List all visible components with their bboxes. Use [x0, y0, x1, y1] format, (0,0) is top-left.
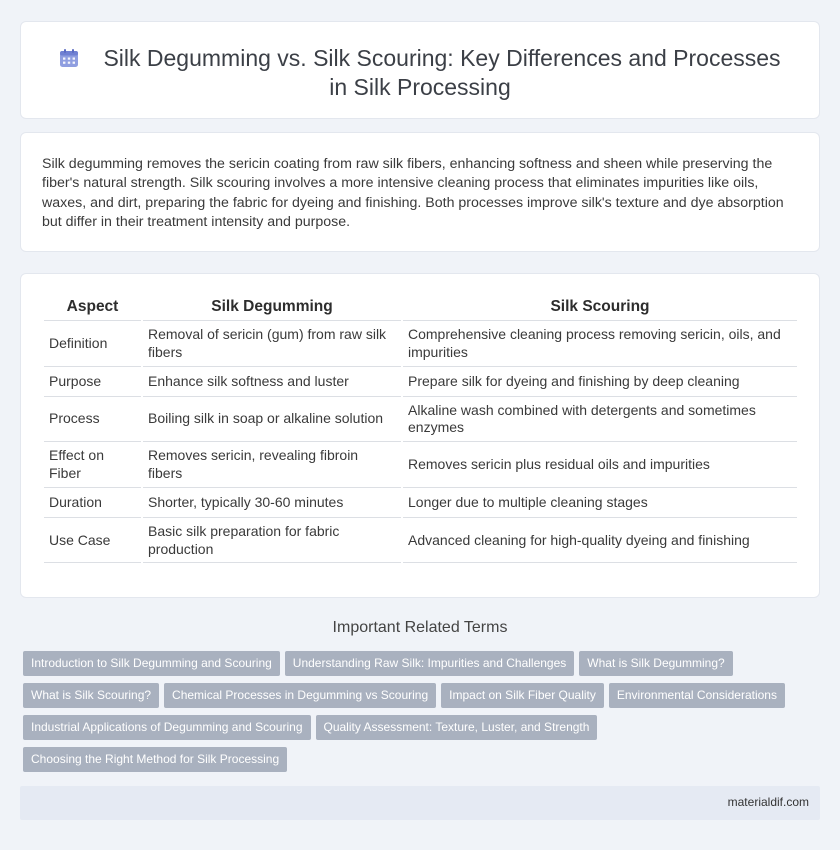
footer-site-link[interactable]: materialdif.com [727, 795, 809, 809]
related-term-link[interactable]: Industrial Applications of Degumming and Scouring [23, 715, 311, 740]
intro-paragraph: Silk degumming removes the sericin coating from raw silk fibers, enhancing softness and sheen while preserving the fiber's natural strength. Silk scouring involves a more intensive cleaning process that eliminates impurities like oils, waxes, and dirt, preparing the fabric for dyeing and finishing. Both processes improve silk's texture and dye absorption but differ in their treatment intensity and purpose. [42, 156, 784, 231]
related-term-link[interactable]: What is Silk Degumming? [579, 651, 732, 676]
intro-card [20, 132, 820, 252]
row-degumming: Shorter, typically 30-60 minutes [143, 489, 401, 518]
related-term-link[interactable]: Chemical Processes in Degumming vs Scouring [164, 683, 436, 708]
title-card [20, 21, 820, 119]
related-term-link[interactable]: What is Silk Scouring? [23, 683, 159, 708]
table-row [44, 368, 797, 397]
table-header-row [44, 293, 797, 321]
row-scouring: Advanced cleaning for high-quality dyeing and finishing [403, 519, 797, 564]
row-scouring: Comprehensive cleaning process removing sericin, oils, and impurities [403, 322, 797, 367]
related-term-link[interactable]: Understanding Raw Silk: Impurities and Challenges [285, 651, 574, 676]
table-row [44, 443, 797, 488]
related-terms-heading: Important Related Terms [332, 619, 508, 636]
row-degumming: Boiling silk in soap or alkaline solution [143, 398, 401, 443]
related-term-link[interactable]: Impact on Silk Fiber Quality [441, 683, 604, 708]
row-degumming: Removal of sericin (gum) from raw silk fibers [143, 322, 401, 367]
row-degumming: Removes sericin, revealing fibroin fibers [143, 443, 401, 488]
related-term-link[interactable]: Quality Assessment: Texture, Luster, and Strength [316, 715, 598, 740]
related-term-link[interactable]: Environmental Considerations [609, 683, 785, 708]
page-title: Silk Degumming vs. Silk Scouring: Key Differences and Processes in Silk Processing [103, 45, 781, 100]
row-aspect: Purpose [44, 368, 141, 397]
footer [20, 786, 820, 820]
table-row [44, 398, 797, 443]
related-term-link[interactable]: Introduction to Silk Degumming and Scouring [23, 651, 280, 676]
comparison-card [20, 273, 820, 598]
calendar-icon [59, 46, 79, 66]
row-scouring: Alkaline wash combined with detergents and sometimes enzymes [403, 398, 797, 443]
row-aspect: Process [44, 398, 141, 443]
related-term-link[interactable]: Choosing the Right Method for Silk Processing [23, 747, 287, 772]
related-terms-list [23, 651, 813, 779]
row-aspect: Duration [44, 489, 141, 518]
row-aspect: Effect on Fiber [44, 443, 141, 488]
header-aspect: Aspect [44, 293, 141, 321]
table-row [44, 322, 797, 367]
comparison-table [42, 292, 799, 564]
header-degumming: Silk Degumming [143, 293, 401, 321]
header-scouring: Silk Scouring [403, 293, 797, 321]
row-aspect: Definition [44, 322, 141, 367]
row-scouring: Removes sericin plus residual oils and impurities [403, 443, 797, 488]
row-aspect: Use Case [44, 519, 141, 564]
row-scouring: Longer due to multiple cleaning stages [403, 489, 797, 518]
page-title-wrap [51, 44, 789, 102]
row-degumming: Basic silk preparation for fabric production [143, 519, 401, 564]
row-scouring: Prepare silk for dyeing and finishing by deep cleaning [403, 368, 797, 397]
table-row [44, 519, 797, 564]
table-row [44, 489, 797, 518]
row-degumming: Enhance silk softness and luster [143, 368, 401, 397]
